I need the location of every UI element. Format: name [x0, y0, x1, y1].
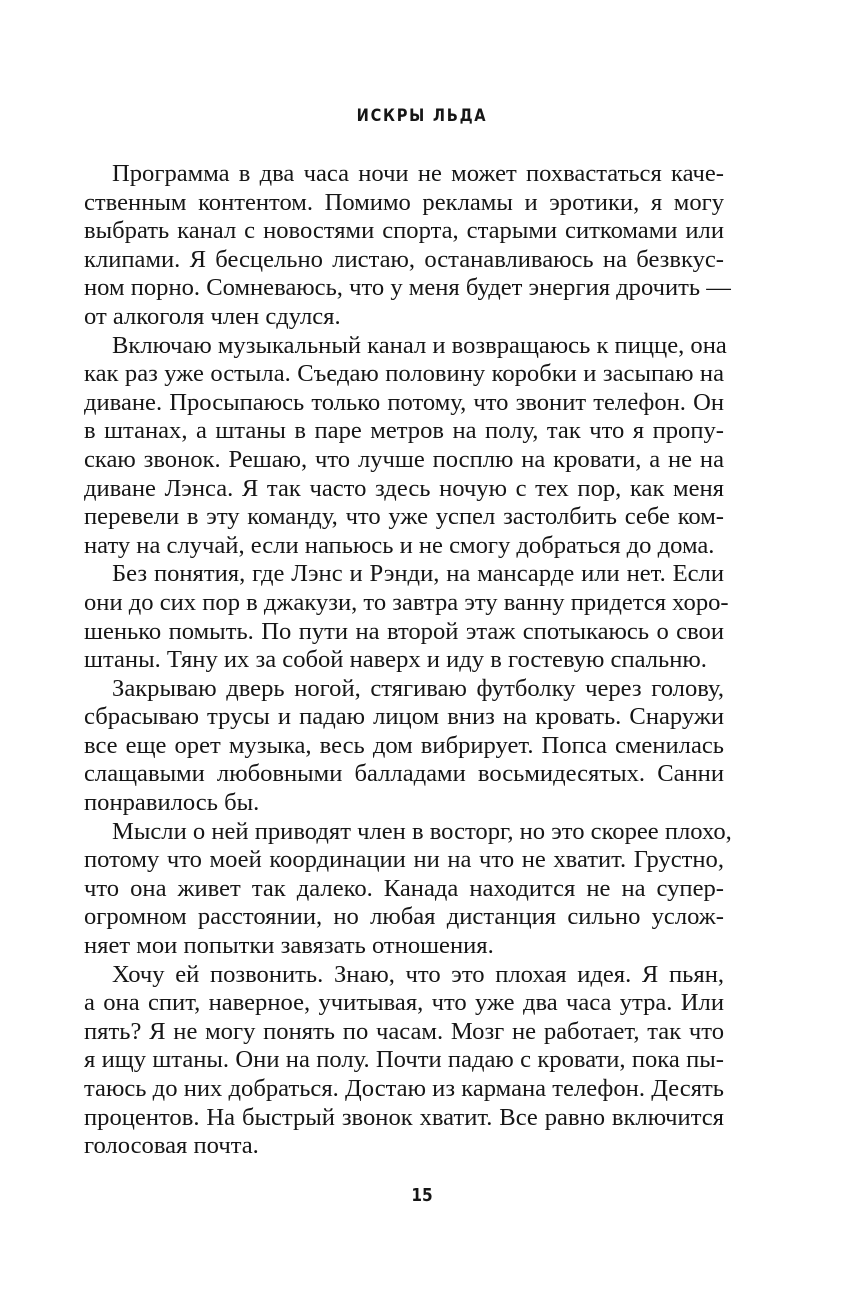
text-line: от алкоголя член сдулся. [84, 302, 341, 330]
text-line: клипами. Я бесцельно листаю, останавливаюсь на безвкус- [84, 245, 724, 273]
text-line: штаны. Тяну их за собой наверх и иду в гостевую спальню. [84, 646, 707, 674]
text-line: как раз уже остыла. Съедаю половину коробки и засыпаю на [84, 360, 724, 388]
text-line: Закрываю дверь ногой, стягиваю футболку через голову, [112, 674, 724, 702]
text-line: огромном расстоянии, но любая дистанция сильно услож- [84, 903, 724, 931]
body-text [84, 160, 732, 1161]
text-line: слащавыми любовными балладами восьмидесятых. Санни [84, 760, 724, 788]
paragraph [84, 560, 729, 674]
text-line: ственным контентом. Помимо рекламы и эротики, я могу [84, 188, 724, 216]
running-head-title: ИСКРЫ ЛЬДА [356, 106, 488, 126]
text-line: голосовая почта. [84, 1132, 259, 1160]
text-line: все еще орет музыка, весь дом вибрирует. Попса сменилась [84, 731, 724, 759]
paragraph [84, 961, 724, 1161]
text-line: я ищу штаны. Они на полу. Почти падаю с кровати, пока пы- [84, 1046, 724, 1074]
text-line: ном порно. Сомневаюсь, что у меня будет энергия дрочить — [84, 274, 731, 302]
text-line: сбрасываю трусы и падаю лицом вниз на кровать. Снаружи [84, 703, 724, 731]
text-line: понравилось бы. [84, 789, 260, 817]
text-line: пять? Я не могу понять по часам. Мозг не работает, так что [84, 1017, 724, 1045]
text-line: а она спит, наверное, учитывая, что уже два часа утра. Или [84, 989, 724, 1017]
paragraph [84, 817, 732, 961]
text-line: они до сих пор в джакузи, то завтра эту ванну придется хоро- [84, 588, 729, 616]
text-line: диване Лэнса. Я так часто здесь ночую с тех пор, как меня [84, 474, 724, 502]
text-line: скаю звонок. Решаю, что лучше посплю на кровати, а не на [84, 445, 724, 473]
text-line: выбрать канал с новостями спорта, старыми ситкомами или [84, 217, 724, 245]
text-line: Мысли о ней приводят член в восторг, но это скорее плохо, [112, 817, 732, 845]
text-line: процентов. На быстрый звонок хватит. Все равно включится [84, 1103, 724, 1131]
text-line: перевели в эту команду, что уже успел застолбить себе ком- [84, 503, 724, 531]
text-line: няет мои попытки завязать отношения. [84, 932, 494, 960]
text-line: в штанах, а штаны в паре метров на полу, так что я пропу- [84, 417, 724, 445]
page-number: 15 [411, 1185, 433, 1206]
paragraph [84, 675, 724, 818]
text-line: что она живет так далеко. Канада находится не на супер- [84, 874, 724, 902]
text-line: потому что моей координации ни на что не хватит. Грустно, [84, 846, 724, 874]
text-line: диване. Просыпаюсь только потому, что звонит телефон. Он [84, 388, 724, 416]
text-line: таюсь до них добраться. Достаю из кармана телефон. Десять [84, 1075, 724, 1102]
paragraph [84, 331, 727, 561]
text-line: шенько помыть. По пути на второй этаж спотыкаюсь о свои [84, 617, 724, 645]
text-line: нату на случай, если напьюсь и не смогу добраться до дома. [84, 531, 715, 559]
paragraph [84, 160, 731, 332]
text-line: Программа в два часа ночи не может похвастаться каче- [112, 160, 724, 187]
text-line: Хочу ей позвонить. Знаю, что это плохая идея. Я пьян, [112, 960, 724, 988]
text-line: Без понятия, где Лэнс и Рэнди, на мансарде или нет. Если [112, 560, 724, 588]
text-line: Включаю музыкальный канал и возвращаюсь к пицце, она [112, 331, 727, 359]
